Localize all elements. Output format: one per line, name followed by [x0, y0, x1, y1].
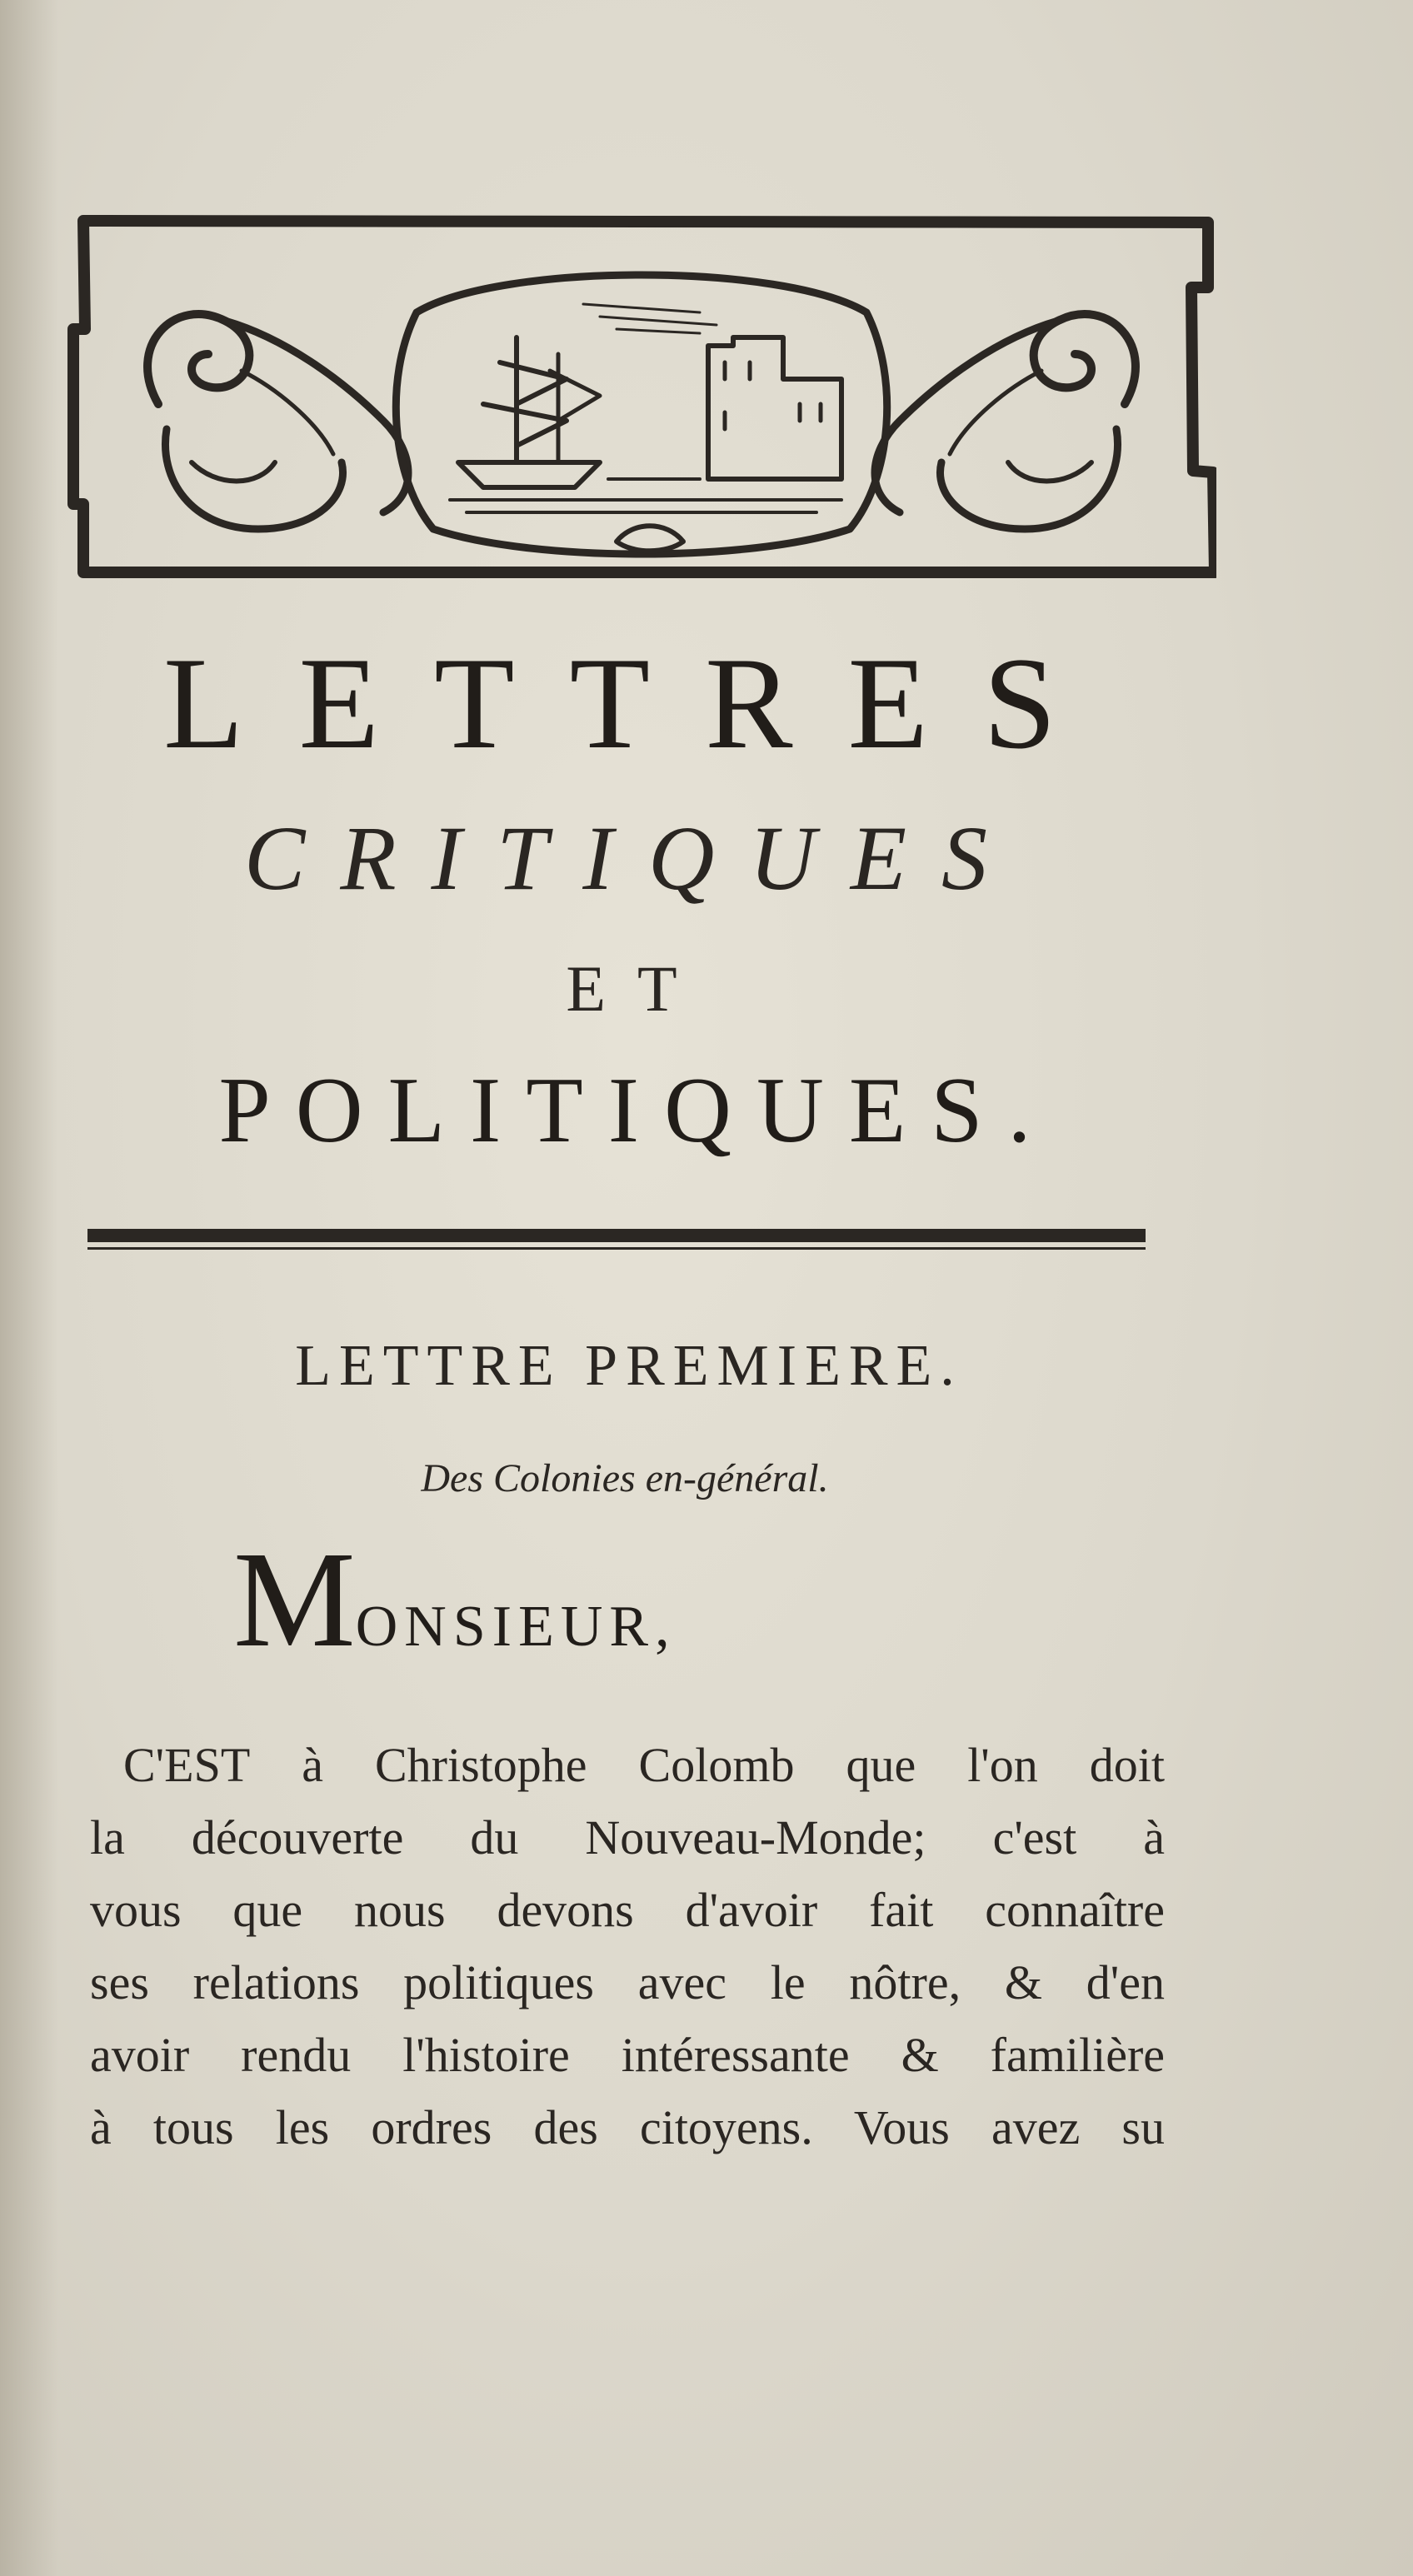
drop-capital: M	[233, 1523, 356, 1675]
salutation-rest: ONSIEUR,	[355, 1595, 677, 1659]
text-line-rest: à Christophe Colomb que l'on doit	[250, 1738, 1165, 1792]
text-line: ses relations politiques avec le nôtre, & d'en	[90, 1955, 1165, 2009]
text-line	[90, 1729, 1165, 1801]
title-politiques: POLITIQUES.	[218, 1059, 1056, 1162]
text-line: la découverte du Nouveau-Monde; c'est à	[90, 1810, 1165, 1865]
page-gutter-shadow	[0, 0, 58, 2576]
text-line: avoir rendu l'histoire intéressante & familière	[90, 2028, 1165, 2082]
title-lettres: LETTRES	[163, 631, 1111, 776]
title-critiques: CRITIQUES	[243, 807, 1023, 909]
salutation	[233, 1523, 983, 1709]
text-lead: C'EST	[123, 1738, 251, 1792]
body-paragraph	[90, 1729, 1165, 2164]
text-line: à tous les ordres des citoyens. Vous avez su	[90, 2100, 1165, 2154]
double-rule-divider	[87, 1229, 1146, 1250]
title-et: ET	[566, 952, 709, 1025]
letter-subheading: Des Colonies en-général.	[421, 1456, 829, 1500]
letter-heading: LETTRE PREMIERE.	[295, 1334, 963, 1398]
woodcut-headpiece-icon	[67, 212, 1216, 583]
text-line: vous que nous devons d'avoir fait connaître	[90, 1883, 1165, 1937]
